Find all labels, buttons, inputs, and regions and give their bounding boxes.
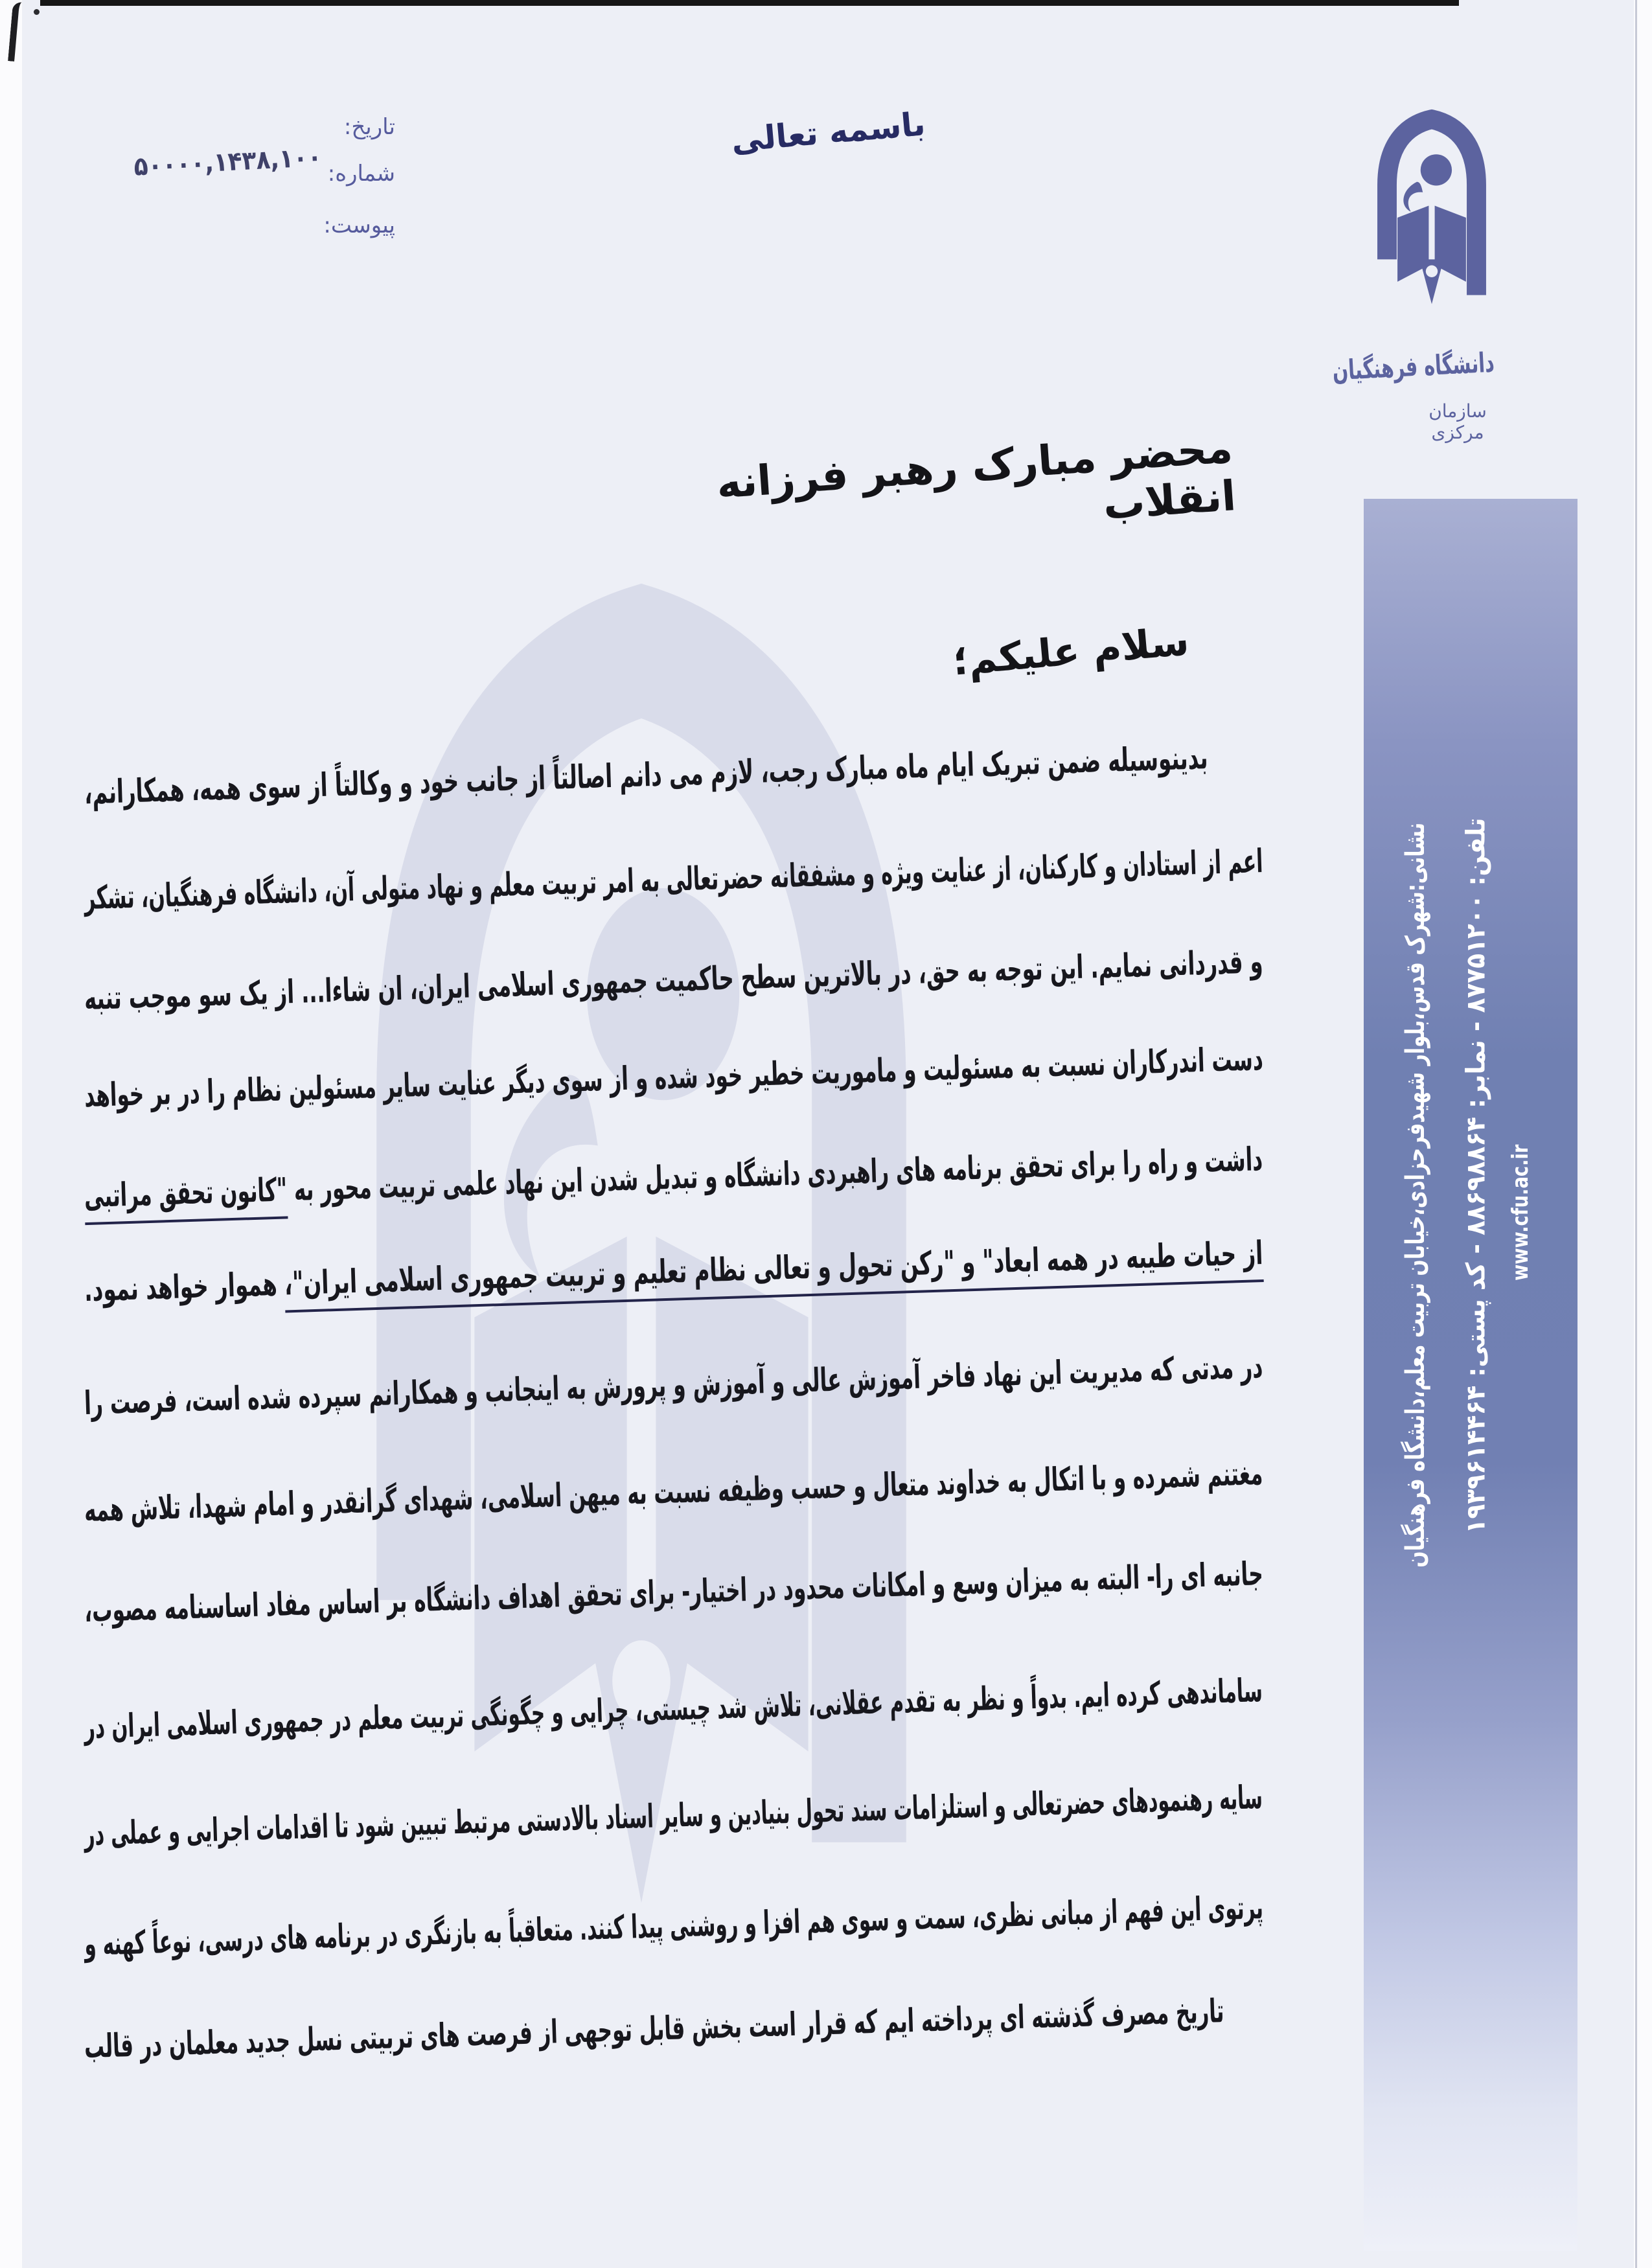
attachment-label: پیوست: xyxy=(323,212,395,238)
scan-artifact-dot xyxy=(34,9,40,15)
letter-line-3: و قدردانی نمایم. این توجه به حق، در بالاترین سطح حاکمیت جمهوری اسلامی ایران، ان شاءا... از یک سو موجب تنبه xyxy=(84,943,1264,1018)
letter-line-10: ساماندهی کرده ایم. بدواً و نظر به تقدم عقلانی، تلاش شد چیستی، چرایی و چگونگی تربیت معلم در جمهوری اسلامی ایران در xyxy=(84,1671,1264,1747)
letter-line-13: تاریخ مصرف گذشته ای پرداخته ایم که قرار است بخش قابل توجهی از فرصت های تربیتی نسل جدید معلمان در قالب xyxy=(84,1992,1225,2066)
reference-number-handwritten: ۵۰۰۰۰,۱۴۳۸,۱۰۰ xyxy=(133,142,323,182)
university-name: دانشگاه فرهنگیان xyxy=(1331,346,1495,387)
letter-salutation: محضر مبارک رهبر فرزانه انقلاب xyxy=(715,424,1238,530)
letter-line-6: از حیات طیبه در همه ابعاد" و "رکن تحول و تعالی نظام تعلیم و تربیت جمهوری اسلامی ایران"، هموار خواهد نمود. xyxy=(84,1234,1264,1309)
address-line: نشانی:شهرک قدس،بلوار شهیدفرحزادی،خیابان تربیت معلم،دانشگاه فرهنگیان xyxy=(1401,823,1430,1568)
scan-artifact-top-edge xyxy=(40,0,1459,6)
letter-line-12: پرتوی این فهم از مبانی نظری، سمت و سوی هم افزا و روشنی پیدا کنند. متعاقباً به بازنگری در برنامه های درسی، نوعاً کهنه و xyxy=(83,1888,1264,1964)
scan-right-edge-line xyxy=(1635,0,1637,2268)
number-label: شماره: xyxy=(327,161,395,187)
letter-line-4: دست اندرکاران نسبت به مسئولیت و ماموریت خطیر خود شده و از سوی دیگر عنایت سایر مسئولین نظام را در بر خواهد xyxy=(83,1040,1264,1115)
date-label: تاریخ: xyxy=(343,114,395,140)
letter-line-11: سایه رهنمودهای حضرتعالی و استلزامات سند تحول بنیادین و سایر اسناد بالادستی مرتبط تبیین شود تا اقدامات اجرایی و عملی در xyxy=(84,1778,1264,1853)
website-line: www.cfu.ac.ir xyxy=(1508,1144,1533,1281)
letter-line-7: در مدتی که مدیریت این نهاد فاخر آموزش عالی و آموزش و پرورش به اینجانب و همکارانم سپرده شده است، فرصت را xyxy=(84,1347,1264,1423)
letter-line-8: مغتنم شمرده و با اتکال به خداوند متعال و حسب وظیفه نسبت به میهن اسلامی، شهدای گرانقدر و امام شهدا، تلاش همه xyxy=(84,1454,1264,1529)
organization-name: سازمان مرکزی xyxy=(1428,400,1487,443)
letter-line-5: داشت و راه را برای تحقق برنامه های راهبردی دانشگاه و تبدیل شدن این نهاد علمی تربیت محور به "کانون تحقق مراتبی xyxy=(84,1140,1264,1215)
bismillah-heading: باسمه تعالی xyxy=(729,105,927,160)
letter-greeting: سلام علیکم؛ xyxy=(950,619,1191,685)
letter-line-9: جانبه ای را- البته به میزان وسع و امکانات محدود در اختیار- برای تحقق اهداف دانشگاه بر اساس مفاد اساسنامه مصوب، xyxy=(83,1555,1264,1630)
letter-line-2: اعم از استادان و کارکنان، از عنایت ویژه و مشفقانه حضرتعالی به امر تربیت معلم و نهاد متولی آن، دانشگاه فرهنگیان، تشکر xyxy=(84,842,1264,917)
university-emblem-icon xyxy=(1357,104,1506,327)
contact-line: تلفن: ۸۷۷۵۱۲۰۰ - نمابر: ۸۸۶۹۸۸۶۴ - کد پستی: ۱۹۳۹۶۱۴۴۶۴ xyxy=(1461,818,1491,1534)
letter-line-1: بدینوسیله ضمن تبریک ایام ماه مبارک رجب، لازم می دانم اصالتاً از جانب خود و وکالتاً از سوی همه، همکارانم، xyxy=(84,739,1209,812)
